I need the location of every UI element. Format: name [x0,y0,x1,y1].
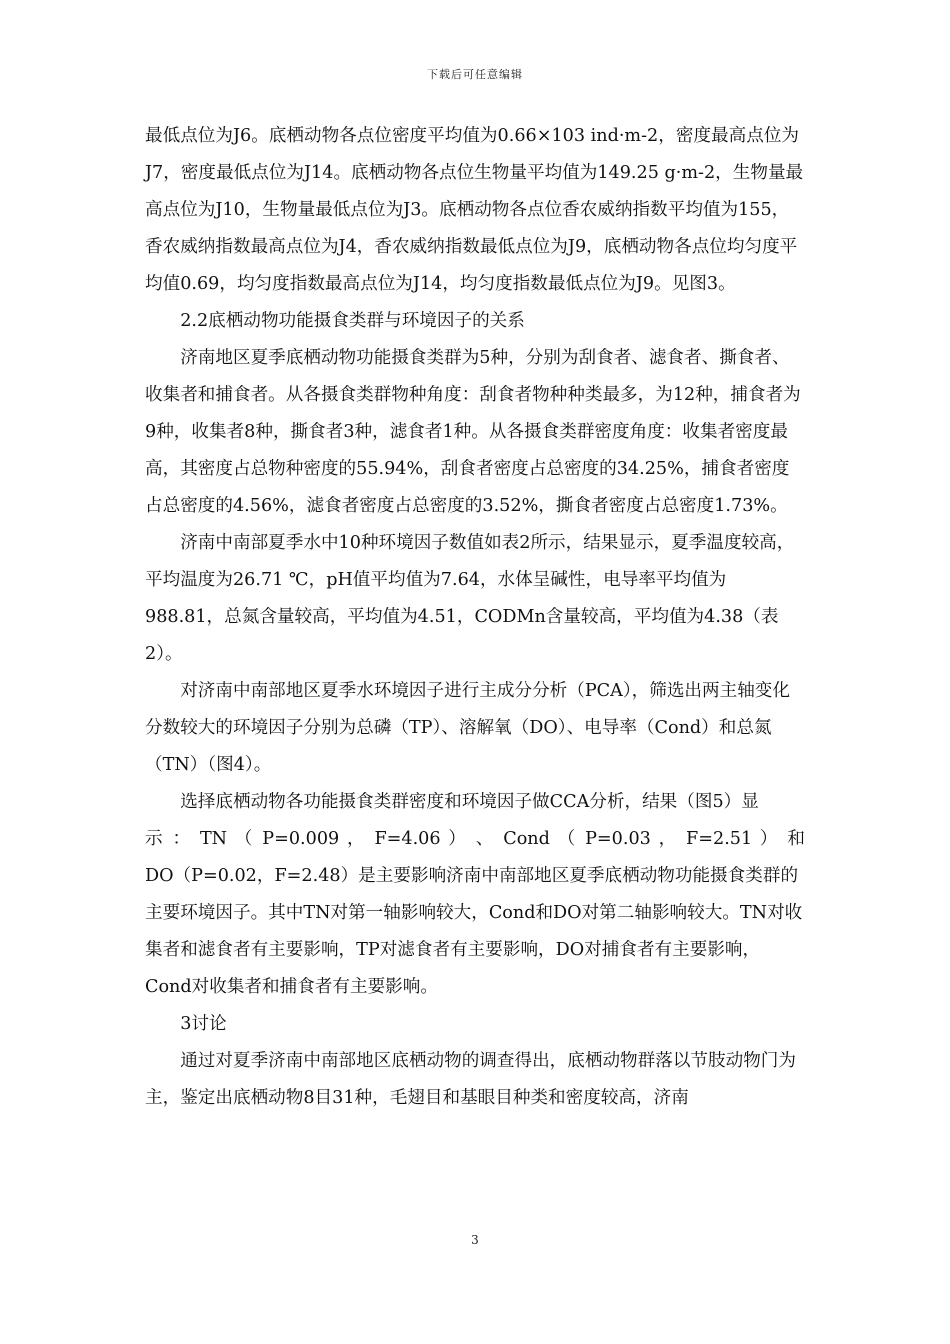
cca-rest: DO（P=0.02，F=2.48）是主要影响济南中南部地区夏季底栖动物功能摄食类群的主要环境因子。其中TN对第一轴影响较大，Cond和DO对第二轴影响较大。TN对收集者和滤食者有主要影响，TP对滤食者有主要影响，DO对捕食者有主要影响，Cond对收集者和捕食者有主要影响。 [145,866,803,997]
paragraph-cca [145,784,805,1006]
document-body [145,118,805,1117]
paragraph-feeding-groups: 济南地区夏季底栖动物功能摄食类群为5种，分别为刮食者、滤食者、撕食者、收集者和捕食者。从各摄食类群物种角度：刮食者物种种类最多，为12种，捕食者为9种，收集者8种，撕食者3种，滤食者1种。从各摄食类群密度角度：收集者密度最高，其密度占总物种密度的55.94%，刮食者密度占总密度的34.25%，捕食者密度占总密度的4.56%，滤食者密度占总密度的3.52%，撕食者密度占总密度1.73%。 [145,348,801,516]
page-number: 3 [471,1233,479,1247]
section-heading-2-2: 2.2底栖动物功能摄食类群与环境因子的关系 [180,311,525,331]
paragraph-environment-factors: 济南中南部夏季水中10种环境因子数值如表2所示，结果显示，夏季温度较高，平均温度为26.71 ℃，pH值平均值为7.64，水体呈碱性，电导率平均值为988.81，总氮含量较高，平均值为4.51，CODMn含量较高，平均值为4.38（表2）。 [145,533,795,664]
cca-line-1: 选择底栖动物各功能摄食类群密度和环境因子做CCA分析，结果（图5）显 [180,792,759,812]
paragraph-density-results: 最低点位为J6。底栖动物各点位密度平均值为0.66×103 ind·m-2，密度最高点位为J7，密度最低点位为J14。底栖动物各点位生物量平均值为149.25 g·m-2，生物量最高点位为J10，生物量最低点位为J3。底栖动物各点位香农威纳指数平均值为155，香农威纳指数最高点位为J4，香农威纳指数最低点位为J9，底栖动物各点位均匀度平均值0.69，均匀度指数最高点位为J14，均匀度指数最低点位为J9。见图3。 [145,126,804,294]
section-heading-3: 3讨论 [180,1014,227,1034]
cca-line-2: 示 ： TN （ P=0.009 ， F=4.06 ） 、 Cond （ P=0.03 ， F=2.51 ） 和 [145,829,805,849]
paragraph-pca: 对济南中南部地区夏季水环境因子进行主成分分析（PCA），筛选出两主轴变化分数较大的环境因子分别为总磷（TP）、溶解氧（DO）、电导率（Cond）和总氮（TN）（图4）。 [145,681,790,775]
page-header: 下载后可任意编辑 [427,68,523,81]
paragraph-discussion: 通过对夏季济南中南部地区底栖动物的调查得出，底栖动物群落以节肢动物门为主，鉴定出底栖动物8目31种，毛翅目和基眼目种类和密度较高，济南 [145,1051,796,1108]
